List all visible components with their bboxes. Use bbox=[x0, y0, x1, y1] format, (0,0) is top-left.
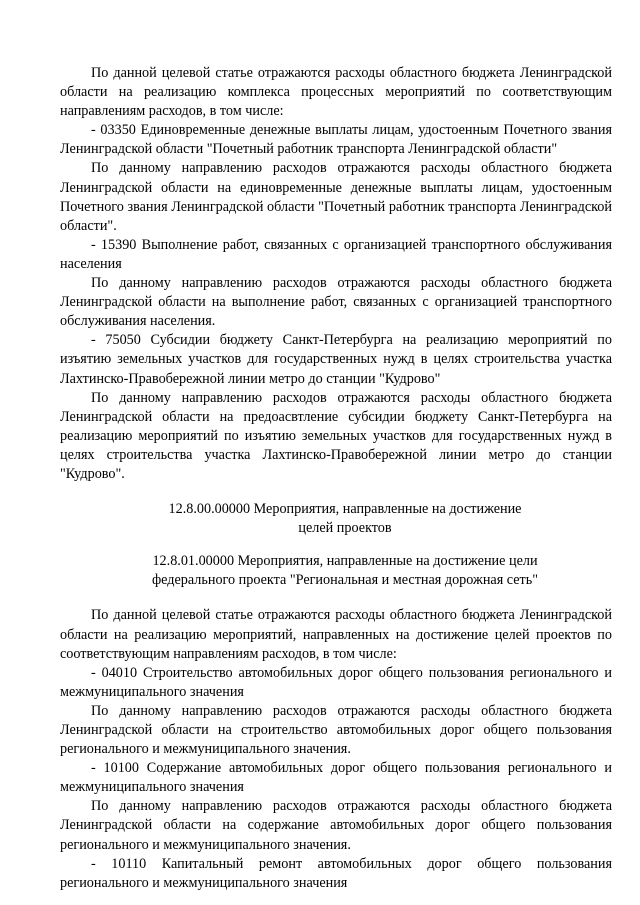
spacer bbox=[60, 484, 612, 500]
section-heading-line: федерального проекта "Региональная и местная дорожная сеть" bbox=[151, 572, 539, 589]
expense-description-10100: По данному направлению расходов отражаются расходы областного бюджета Ленинградской области на содержание автомобильных дорог общего пользования регионального и межмуниципального значения. bbox=[60, 798, 612, 853]
expense-item-75050: - 75050 Субсидии бюджету Санкт-Петербурга на реализацию мероприятий по изъятию земельных участков для государственных нужд в целях строительства участка Лахтинско-Правобережной линии метро до станции "Кудрово" bbox=[60, 332, 612, 387]
spacer bbox=[60, 590, 612, 606]
section-heading-12-8-01 bbox=[60, 552, 612, 590]
document-page bbox=[60, 64, 612, 893]
spacer bbox=[60, 538, 612, 552]
section-heading-line: 12.8.01.00000 Мероприятия, направленные на достижение цели bbox=[152, 553, 538, 570]
expense-description-75050: По данному направлению расходов отражаются расходы областного бюджета Ленинградской области на предоасвтление субсидии бюджету Санкт-Петербурга на реализацию мероприятий по изъятию земельных участков для государственных нужд в целях строительства участка Лахтинско-Правобережной линии метро до станции "Кудрово". bbox=[60, 389, 612, 482]
expense-item-10110: - 10110 Капитальный ремонт автомобильных дорог общего пользования регионального и межмуниципального значения bbox=[60, 855, 612, 891]
section-heading-12-8 bbox=[60, 500, 612, 538]
expense-description-03350: По данному направлению расходов отражаются расходы областного бюджета Ленинградской области на единовременные денежные выплаты лицам, удостоенным Почетного звания Ленинградской области "Почетный работник транспорта Ленинградской области". bbox=[60, 160, 612, 234]
section-heading-line: 12.8.00.00000 Мероприятия, направленные на достижение bbox=[168, 501, 522, 518]
expense-item-04010: - 04010 Строительство автомобильных дорог общего пользования регионального и межмуниципального значения bbox=[60, 664, 612, 700]
expense-item-03350: - 03350 Единовременные денежные выплаты лицам, удостоенным Почетного звания Ленинградской области "Почетный работник транспорта Ленинградской области" bbox=[60, 122, 612, 158]
expense-description-04010: По данному направлению расходов отражаются расходы областного бюджета Ленинградской области на строительство автомобильных дорог общего пользования регионального и межмуниципального значения. bbox=[60, 702, 612, 758]
section-heading-line: целей проектов bbox=[298, 520, 392, 537]
expense-description-15390: По данному направлению расходов отражаются расходы областного бюджета Ленинградской области на выполнение работ, связанных с организацией транспортного обслуживания населения. bbox=[60, 275, 612, 330]
intro-paragraph: По данной целевой статье отражаются расходы областного бюджета Ленинградской области на реализацию мероприятий, направленных на достижение целей проектов по соответствующим направлениям расходов, в том числе: bbox=[60, 607, 612, 662]
expense-item-10100: - 10100 Содержание автомобильных дорог общего пользования регионального и межмуниципального значения bbox=[60, 760, 612, 796]
expense-item-15390: - 15390 Выполнение работ, связанных с организацией транспортного обслуживания населения bbox=[60, 236, 612, 272]
intro-paragraph: По данной целевой статье отражаются расходы областного бюджета Ленинградской области на реализацию комплекса процессных мероприятий по соответствующим направлениям расходов, в том числе: bbox=[60, 65, 612, 120]
